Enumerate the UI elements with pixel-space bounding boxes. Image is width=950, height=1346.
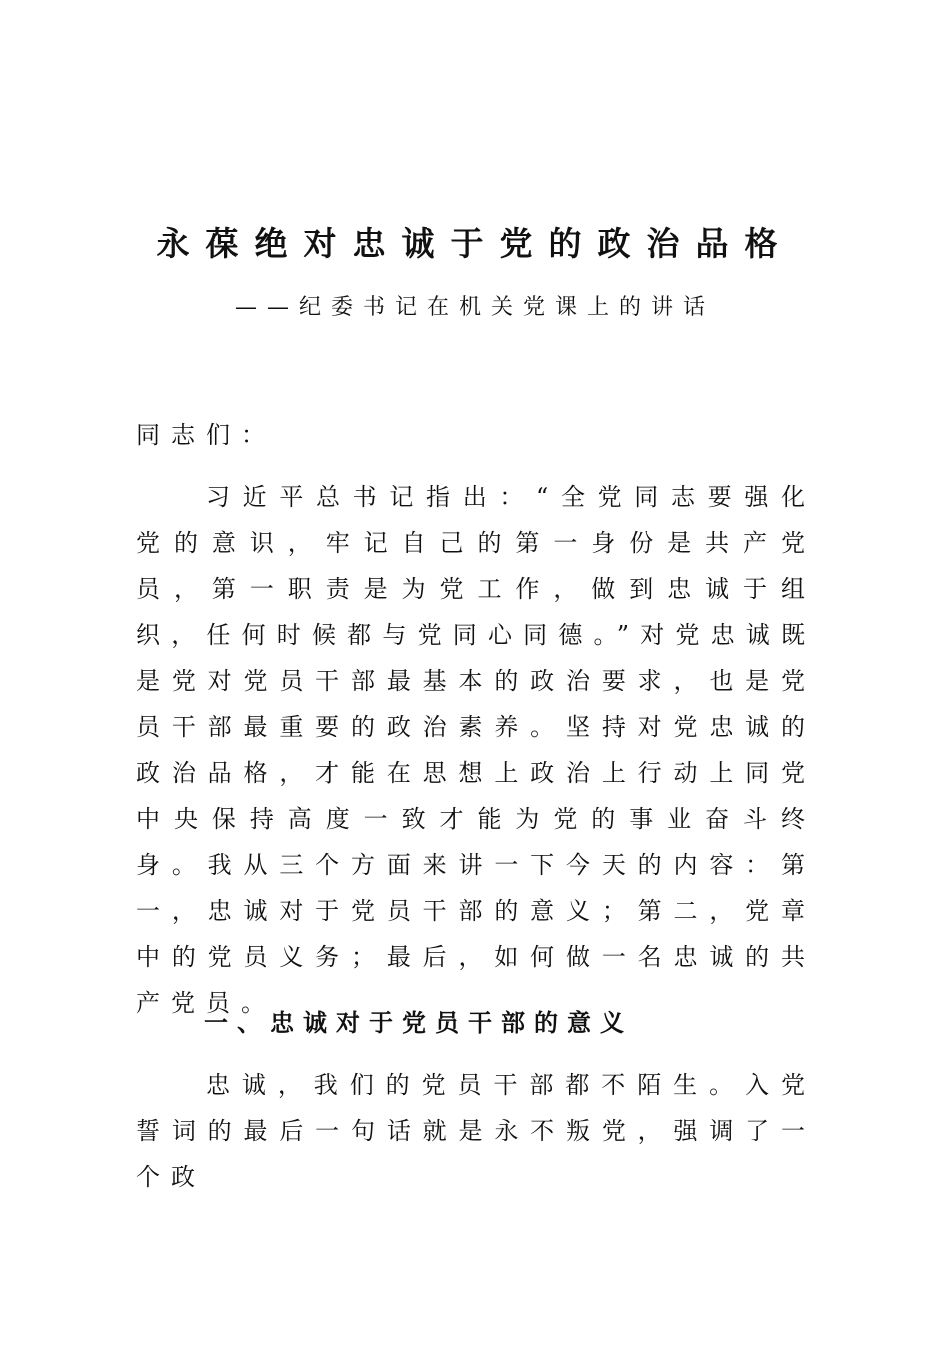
intro-paragraph: 习近平总书记指出：“全党同志要强化党的意识，牢记自己的第一身份是共产党员，第一职责是为党工作，做到忠诚于组织，任何时候都与党同心同德。”对党忠诚既是党对党员干部最基本的政治要求，也是党员干部最重要的政治素养。坚持对党忠诚的政治品格，才能在思想上政治上行动上同党中央保持高度一致才能为党的事业奋斗终身。我从三个方面来讲一下今天的内容：第一，忠诚对于党员干部的意义；第二，党章中的党员义务；最后，如何做一名忠诚的共产党员。 <box>136 483 816 1017</box>
section-paragraph: 忠诚，我们的党员干部都不陌生。入党誓词的最后一句话就是永不叛党，强调了一个政 <box>136 1071 816 1191</box>
document-title: 永葆绝对忠诚于党的政治品格 <box>156 224 794 263</box>
salutation: 同志们： <box>136 421 276 449</box>
document-subtitle: ——纪委书记在机关党课上的讲话 <box>234 295 715 320</box>
section-heading: 一、忠诚对于党员干部的意义 <box>204 1009 633 1037</box>
